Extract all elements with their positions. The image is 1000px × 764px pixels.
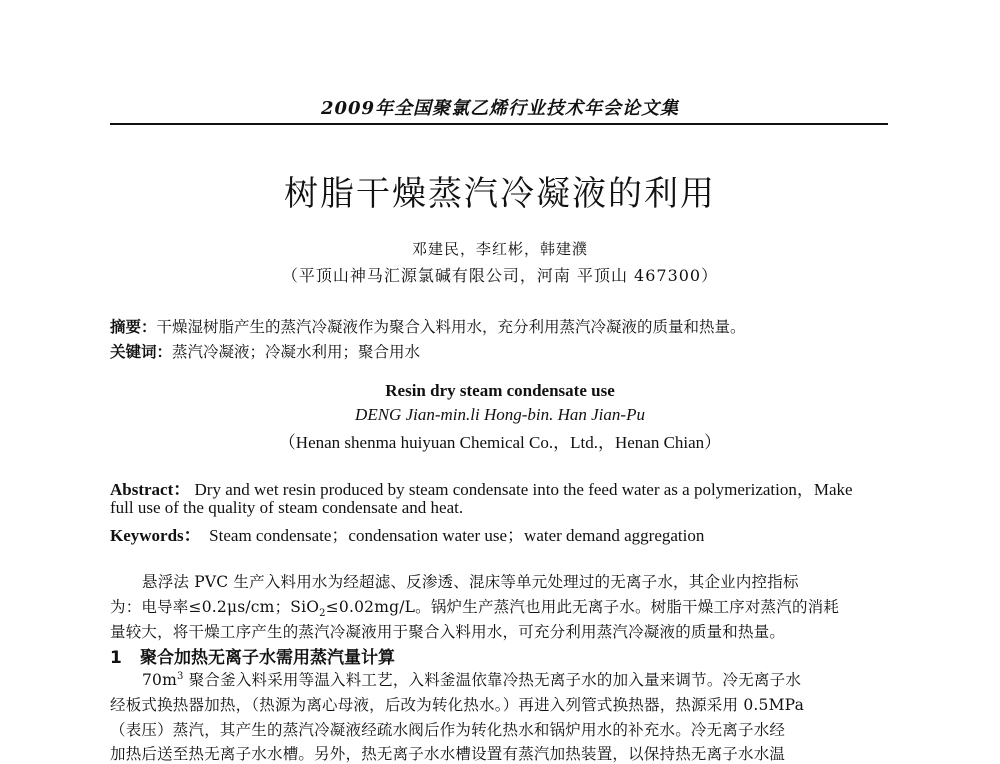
section-1-line-1a: 70m [142,671,178,689]
section-1-heading [110,643,395,668]
section-1-line-3: （表压）蒸汽，其产生的蒸汽冷凝液经疏水阀后作为转化热水和锅炉用水的补充水。冷无离子水经 [110,721,786,739]
section-1-number: 1 [110,648,122,668]
english-authors: DENG Jian-min.li Hong-bin. Han Jian-Pu [355,405,645,424]
section-1-line-2: 经板式换热器加热，（热源为离心母液，后改为转化热水。）再进入列管式换热器，热源采用 0.5MPa [110,696,805,714]
keywords-en-label: Keywords： [110,526,201,545]
abstract-en-text1: Dry and wet resin produced by steam condensate into the feed water as a polymerization，Make [194,480,853,499]
intro-line-3: 量较大，将干燥工序产生的蒸汽冷凝液用于聚合入料用水，可充分利用蒸汽冷凝液的质量和热量。 [110,623,786,641]
keywords-cn [110,340,890,362]
keywords-en-text: Steam condensate；condensation water use；water demand aggregation [209,526,705,545]
section-1-line-4: 加热后送至热无离子水水槽。另外，热无离子水水槽设置有蒸汽加热装置，以保持热无离子水水温 [110,745,786,763]
keywords-cn-label: 关键词： [110,342,173,361]
section-1-line-1 [110,668,890,690]
abstract-cn [110,315,890,337]
abstract-cn-label: 摘要： [110,317,157,336]
header-rule [110,123,888,125]
keywords-cn-text: 蒸汽冷凝液；冷凝水利用；聚合用水 [172,343,421,361]
keywords-en [110,521,890,546]
running-head: 2009年全国聚氯乙烯行业技术年会论文集 [320,98,680,119]
english-title: Resin dry steam condensate use [385,381,615,400]
section-1-line-1b: 聚合釜入料采用等温入料工艺，入料釜温依靠冷热无离子水的加入量来调节。冷无离子水 [183,671,802,689]
paper-title: 树脂干燥蒸汽冷凝液的利用 [284,174,716,214]
intro-line-2b: ≤0.02mg/L。锅炉生产蒸汽也用此无离子水。树脂干燥工序对蒸汽的消耗 [325,598,840,616]
affiliation-cn: （平顶山神马汇源氯碱有限公司，河南 平顶山 467300） [281,266,719,285]
section-1-line-1-sup: 3 [177,670,184,682]
abstract-cn-text: 干燥湿树脂产生的蒸汽冷凝液作为聚合入料用水，充分利用蒸汽冷凝液的质量和热量。 [156,318,746,336]
authors-cn: 邓建民，李红彬，韩建濮 [411,240,588,258]
intro-line-2-sub: 2 [319,608,326,620]
abstract-en-line2: full use of the quality of steam condensate and heat. [110,498,464,517]
intro-line-2 [110,595,890,619]
intro-line-2a: 为：电导率≤0.2μs/cm；SiO [110,598,320,616]
section-1-title: 聚合加热无离子水需用蒸汽量计算 [140,648,395,668]
intro-line-1: 悬浮法 PVC 生产入料用水为经超滤、反渗透、混床等单元处理过的无离子水，其企业内控指标 [142,573,799,591]
abstract-en-line1 [110,475,890,500]
english-affiliation: （Henan shenma huiyuan Chemical Co.，Ltd.，Henan Chian） [278,433,722,452]
abstract-en-label: Abstract： [110,480,191,499]
